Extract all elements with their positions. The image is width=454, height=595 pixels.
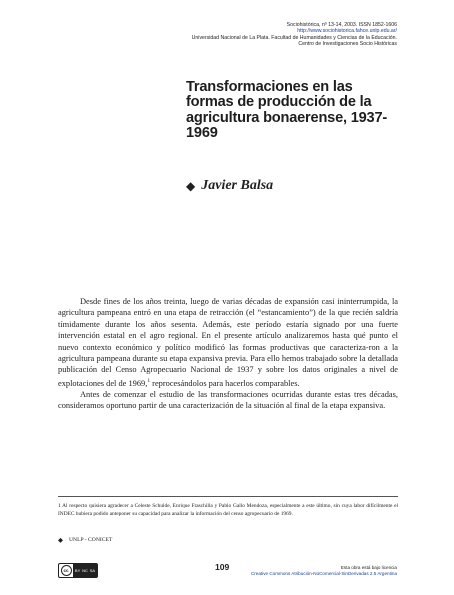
- cc-by-term: BY: [74, 568, 81, 573]
- page-number: 109: [215, 562, 230, 572]
- license-line: Esta obra está bajo licencia: [340, 565, 397, 570]
- center-line: Centro de Investigaciones Socio Históricas: [298, 41, 397, 48]
- paragraph-1: Desde fines de los años treinta, luego de varias décadas de expansión casi ininterrumpida, la agricultura pampeana entró en una etapa de retracción (el “estancamiento”) de la que recién saldría tímidamente durante los años sesenta. Además, este período estaría signado por una fuerte intervención estatal en el agro regional. En el presente artículo analizaremos hasta qué punto el nuevo contexto económico y político modificó las formas productivas que caracteriza-ron a la agricultura pampeana durante su etapa expansiva previa. Para ello hemos trabajado sobre la detallada publicación del Censo Agropecuario Nacional de 1937 y sobre los datos originales a nivel de explotaciones del de 1969,$^1$ reprocesándolos para hacerlos comparables.: [58, 297, 398, 388]
- author-affiliation: [58, 536, 112, 544]
- journal-url-link[interactable]: http://www.sociohistorica.fahce.unlp.edu.ar/: [297, 28, 397, 35]
- article-body: [58, 296, 398, 412]
- creative-commons-badge[interactable]: [58, 563, 98, 578]
- cc-logo-icon: cc: [61, 565, 72, 576]
- footnote: 1 Al respecto quisiera agradecer a Celeste Schulde, Enrique Fraschilla y Pablo Gallo Mendoza, especialmente a este último, sin cuya labor difícilmente el INDEC hubiera podido anteponer su capacidad para analizar la información del censo agropecuario de 1969.: [58, 503, 398, 517]
- author-name: Javier Balsa: [201, 178, 274, 193]
- license-notice: [217, 565, 397, 577]
- cc-sa-term: SA: [89, 568, 96, 573]
- title-block: [186, 80, 398, 142]
- journal-citation: Sociohistórica, nº 13-14, 2003. ISSN 1852-1606: [286, 22, 397, 28]
- cc-badge-terms: [73, 564, 97, 577]
- author-line: [186, 178, 273, 194]
- footnote-divider: [58, 496, 398, 497]
- institution-line: Universidad Nacional de La Plata. Facultad de Humanidades y Ciencias de la Educación.: [191, 34, 397, 41]
- paragraph-2: Antes de comenzar el estudio de las transformaciones ocurridas durante estas tres décadas, consideramos oportuno partir de una caracterización de la situación al final de la etapa expansiva.: [58, 390, 398, 411]
- article-title: Transformaciones en las formas de producción de la agricultura bonaerense, 1937-1969: [186, 79, 388, 142]
- journal-header: [57, 22, 397, 48]
- license-link[interactable]: Creative Commons Atribución-NoComercial-SinDerivadas 2.5 Argentina: [250, 571, 397, 576]
- footnote-ref[interactable]: 1: [147, 377, 151, 384]
- diamond-bullet-icon: ◆: [58, 537, 63, 544]
- cc-nc-term: NC: [82, 568, 88, 573]
- diamond-bullet-icon: ◆: [186, 179, 196, 193]
- affiliation-text: UNLP - CONICET: [69, 537, 113, 543]
